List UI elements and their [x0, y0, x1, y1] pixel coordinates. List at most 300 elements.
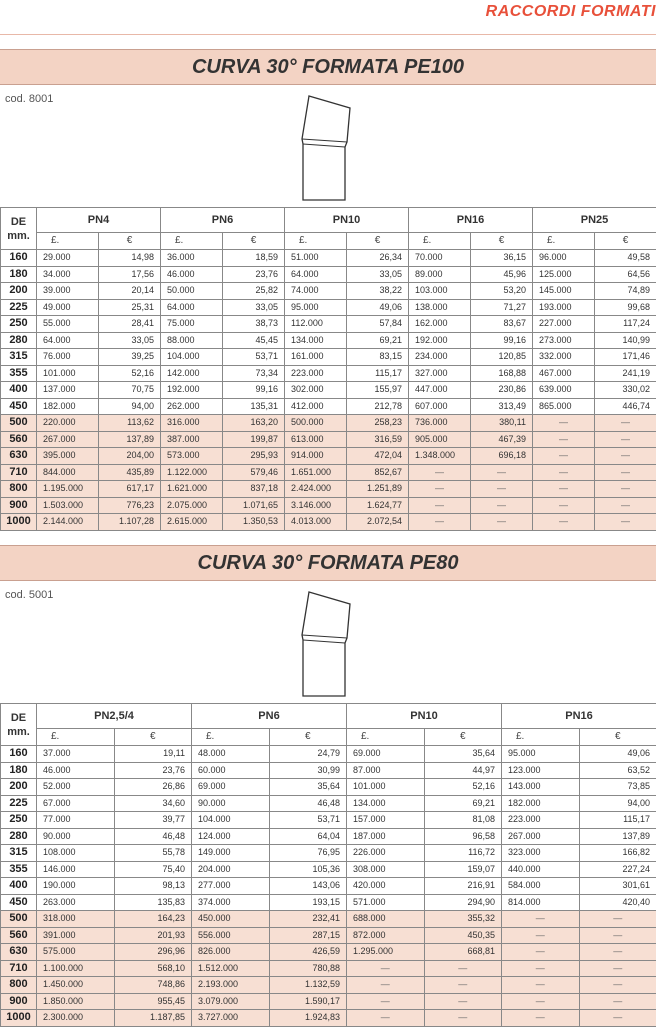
price-lira-cell: 872.000 — [347, 927, 425, 944]
price-lira-cell: 69.000 — [347, 746, 425, 763]
price-lira-cell: 223.000 — [502, 812, 580, 829]
price-euro-cell: 301,61 — [579, 878, 656, 895]
price-euro-cell: 2.072,54 — [347, 514, 409, 531]
table-row — [1, 960, 656, 977]
price-euro-cell: — — [579, 960, 656, 977]
price-euro-cell: 49,06 — [579, 746, 656, 763]
price-lira-cell: 192.000 — [161, 382, 223, 399]
price-euro-cell: 117,24 — [595, 316, 656, 333]
table-title: CURVA 30° FORMATA PE80 — [0, 552, 656, 575]
de-header — [1, 208, 37, 250]
de-value: 800 — [1, 977, 37, 994]
table-row — [1, 464, 656, 481]
price-euro-cell: 579,46 — [223, 464, 285, 481]
price-lira-cell: 77.000 — [37, 812, 115, 829]
table-row — [1, 927, 656, 944]
price-lira-cell: 1.295.000 — [347, 944, 425, 961]
price-lira-cell: — — [347, 977, 425, 994]
price-euro-cell: 26,86 — [114, 779, 192, 796]
price-lira-cell: 844.000 — [37, 464, 99, 481]
price-euro-cell: 1.251,89 — [347, 481, 409, 498]
price-lira-cell: 51.000 — [285, 250, 347, 267]
euro-header: € — [424, 729, 502, 746]
price-lira-cell: 48.000 — [192, 746, 270, 763]
price-euro-cell: 140,99 — [595, 332, 656, 349]
price-lira-cell: 3.079.000 — [192, 993, 270, 1010]
price-lira-cell: — — [502, 944, 580, 961]
de-value: 400 — [1, 382, 37, 399]
de-value: 710 — [1, 464, 37, 481]
price-lira-cell: 2.300.000 — [37, 1010, 115, 1027]
price-euro-cell: — — [579, 911, 656, 928]
price-lira-cell: 137.000 — [37, 382, 99, 399]
price-lira-cell: 187.000 — [347, 828, 425, 845]
price-euro-cell: 46,48 — [269, 795, 347, 812]
price-euro-cell: 39,25 — [99, 349, 161, 366]
price-lira-cell: 1.850.000 — [37, 993, 115, 1010]
de-value: 630 — [1, 944, 37, 961]
price-lira-cell: 1.503.000 — [37, 497, 99, 514]
price-euro-cell: 26,34 — [347, 250, 409, 267]
price-lira-cell: — — [409, 464, 471, 481]
price-euro-cell: 25,31 — [99, 299, 161, 316]
price-euro-cell: 23,76 — [223, 266, 285, 283]
price-lira-cell: 1.450.000 — [37, 977, 115, 994]
price-lira-cell: 95.000 — [502, 746, 580, 763]
price-lira-cell: — — [502, 1010, 580, 1027]
table-row — [1, 762, 656, 779]
mm-label: mm. — [1, 725, 36, 739]
de-value: 200 — [1, 283, 37, 300]
pressure-class-header: PN16 — [409, 208, 533, 233]
pressure-class-header: PN25 — [533, 208, 656, 233]
price-euro-cell: 216,91 — [424, 878, 502, 895]
price-euro-cell: 193,15 — [269, 894, 347, 911]
price-lira-cell: 134.000 — [347, 795, 425, 812]
price-lira-cell: 87.000 — [347, 762, 425, 779]
lira-header: £. — [192, 729, 270, 746]
price-lira-cell: 64.000 — [285, 266, 347, 283]
table-row — [1, 878, 656, 895]
price-euro-cell: 35,64 — [269, 779, 347, 796]
de-value: 160 — [1, 250, 37, 267]
price-euro-cell: — — [595, 464, 656, 481]
price-euro-cell: 1.107,28 — [99, 514, 161, 531]
price-euro-cell: 199,87 — [223, 431, 285, 448]
price-lira-cell: 302.000 — [285, 382, 347, 399]
price-euro-cell: 116,72 — [424, 845, 502, 862]
price-lira-cell: — — [502, 960, 580, 977]
mm-label: mm. — [1, 229, 36, 243]
table-row — [1, 415, 656, 432]
price-lira-cell: — — [502, 927, 580, 944]
de-value: 500 — [1, 911, 37, 928]
price-euro-cell: 316,59 — [347, 431, 409, 448]
price-lira-cell: 308.000 — [347, 861, 425, 878]
price-euro-cell: 355,32 — [424, 911, 502, 928]
price-euro-cell: 70,75 — [99, 382, 161, 399]
de-value: 250 — [1, 316, 37, 333]
price-lira-cell: 157.000 — [347, 812, 425, 829]
price-lira-cell: 37.000 — [37, 746, 115, 763]
euro-header: € — [347, 233, 409, 250]
price-euro-cell: — — [579, 927, 656, 944]
price-lira-cell: 182.000 — [502, 795, 580, 812]
de-value: 1000 — [1, 514, 37, 531]
price-euro-cell: 1.187,85 — [114, 1010, 192, 1027]
lira-header: £. — [347, 729, 425, 746]
table-row — [1, 349, 656, 366]
price-lira-cell: 332.000 — [533, 349, 595, 366]
price-euro-cell: 73,34 — [223, 365, 285, 382]
price-lira-cell: 36.000 — [161, 250, 223, 267]
table-row — [1, 993, 656, 1010]
price-lira-cell: — — [533, 514, 595, 531]
price-lira-cell: 134.000 — [285, 332, 347, 349]
price-lira-cell: 584.000 — [502, 878, 580, 895]
section-title: RACCORDI FORMATI — [486, 3, 656, 21]
price-euro-cell: 201,93 — [114, 927, 192, 944]
de-label: DE — [1, 711, 36, 725]
price-euro-cell: 64,56 — [595, 266, 656, 283]
price-euro-cell: 668,81 — [424, 944, 502, 961]
price-euro-cell: — — [579, 993, 656, 1010]
price-lira-cell: 193.000 — [533, 299, 595, 316]
pressure-class-header: PN10 — [285, 208, 409, 233]
price-euro-cell: 780,88 — [269, 960, 347, 977]
price-euro-cell: — — [595, 497, 656, 514]
pipe-bend-icon — [290, 591, 370, 699]
euro-header: € — [269, 729, 347, 746]
price-euro-cell: 955,45 — [114, 993, 192, 1010]
price-lira-cell: 1.651.000 — [285, 464, 347, 481]
table-row — [1, 894, 656, 911]
price-euro-cell: 294,90 — [424, 894, 502, 911]
de-value: 315 — [1, 845, 37, 862]
price-euro-cell: 33,05 — [347, 266, 409, 283]
price-euro-cell: 99,68 — [595, 299, 656, 316]
price-lira-cell: 74.000 — [285, 283, 347, 300]
table-row — [1, 845, 656, 862]
price-euro-cell: 295,93 — [223, 448, 285, 465]
price-euro-cell: 776,23 — [99, 497, 161, 514]
price-euro-cell: 73,85 — [579, 779, 656, 796]
price-euro-cell: 45,45 — [223, 332, 285, 349]
table-row — [1, 828, 656, 845]
price-lira-cell: 826.000 — [192, 944, 270, 961]
price-euro-cell: 1.132,59 — [269, 977, 347, 994]
price-euro-cell: 135,83 — [114, 894, 192, 911]
price-euro-cell: 1.624,77 — [347, 497, 409, 514]
price-lira-cell: 2.075.000 — [161, 497, 223, 514]
price-euro-cell: 1.071,65 — [223, 497, 285, 514]
table-row — [1, 795, 656, 812]
price-lira-cell: — — [409, 481, 471, 498]
price-euro-cell: 94,00 — [579, 795, 656, 812]
price-lira-cell: 161.000 — [285, 349, 347, 366]
price-lira-cell: 440.000 — [502, 861, 580, 878]
table-row — [1, 398, 656, 415]
price-lira-cell: 2.615.000 — [161, 514, 223, 531]
table-row — [1, 812, 656, 829]
price-lira-cell: 124.000 — [192, 828, 270, 845]
price-lira-cell: 50.000 — [161, 283, 223, 300]
price-lira-cell: 104.000 — [161, 349, 223, 366]
price-lira-cell: 103.000 — [409, 283, 471, 300]
pressure-class-header: PN10 — [347, 704, 502, 729]
price-lira-cell: 162.000 — [409, 316, 471, 333]
price-lira-cell: 138.000 — [409, 299, 471, 316]
lira-header: £. — [409, 233, 471, 250]
price-euro-cell: 1.350,53 — [223, 514, 285, 531]
price-euro-cell: 159,07 — [424, 861, 502, 878]
de-value: 900 — [1, 497, 37, 514]
price-lira-cell: 192.000 — [409, 332, 471, 349]
price-euro-cell: 258,23 — [347, 415, 409, 432]
price-euro-cell: 20,14 — [99, 283, 161, 300]
price-euro-cell: 34,60 — [114, 795, 192, 812]
price-euro-cell: 446,74 — [595, 398, 656, 415]
price-lira-cell: — — [347, 1010, 425, 1027]
price-lira-cell: 90.000 — [37, 828, 115, 845]
price-lira-cell: 814.000 — [502, 894, 580, 911]
price-lira-cell: 2.144.000 — [37, 514, 99, 531]
price-lira-cell: 1.512.000 — [192, 960, 270, 977]
price-lira-cell: 905.000 — [409, 431, 471, 448]
table-row — [1, 365, 656, 382]
price-lira-cell: 467.000 — [533, 365, 595, 382]
table-title-bar — [0, 545, 656, 581]
price-euro-cell: — — [424, 960, 502, 977]
euro-header: € — [99, 233, 161, 250]
price-euro-cell: 38,22 — [347, 283, 409, 300]
de-value: 560 — [1, 431, 37, 448]
price-euro-cell: 163,20 — [223, 415, 285, 432]
price-euro-cell: 99,16 — [471, 332, 533, 349]
price-euro-cell: 69,21 — [424, 795, 502, 812]
price-lira-cell: 277.000 — [192, 878, 270, 895]
price-lira-cell: 412.000 — [285, 398, 347, 415]
table-row — [1, 332, 656, 349]
price-euro-cell: 52,16 — [99, 365, 161, 382]
price-lira-cell: 1.122.000 — [161, 464, 223, 481]
price-euro-cell: 33,05 — [223, 299, 285, 316]
table-row — [1, 266, 656, 283]
price-euro-cell: 63,52 — [579, 762, 656, 779]
price-lira-cell: 865.000 — [533, 398, 595, 415]
price-lira-cell: 146.000 — [37, 861, 115, 878]
price-lira-cell: 318.000 — [37, 911, 115, 928]
price-lira-cell: 420.000 — [347, 878, 425, 895]
price-lira-cell: 571.000 — [347, 894, 425, 911]
price-euro-cell: 155,97 — [347, 382, 409, 399]
price-lira-cell: — — [347, 993, 425, 1010]
price-euro-cell: — — [579, 944, 656, 961]
price-lira-cell: 391.000 — [37, 927, 115, 944]
price-lira-cell: 143.000 — [502, 779, 580, 796]
price-euro-cell: 64,04 — [269, 828, 347, 845]
price-euro-cell: 115,17 — [347, 365, 409, 382]
price-euro-cell: 99,16 — [223, 382, 285, 399]
de-value: 800 — [1, 481, 37, 498]
price-euro-cell: 30,99 — [269, 762, 347, 779]
price-euro-cell: 14,98 — [99, 250, 161, 267]
price-lira-cell: 327.000 — [409, 365, 471, 382]
price-lira-cell: — — [502, 993, 580, 1010]
price-lira-cell: 67.000 — [37, 795, 115, 812]
price-lira-cell: — — [502, 977, 580, 994]
price-euro-cell: 33,05 — [99, 332, 161, 349]
price-euro-cell: 212,78 — [347, 398, 409, 415]
de-value: 560 — [1, 927, 37, 944]
price-lira-cell: 273.000 — [533, 332, 595, 349]
price-lira-cell: 607.000 — [409, 398, 471, 415]
price-lira-cell: 204.000 — [192, 861, 270, 878]
price-lira-cell: 96.000 — [533, 250, 595, 267]
price-lira-cell: 39.000 — [37, 283, 99, 300]
price-euro-cell: 53,71 — [269, 812, 347, 829]
price-euro-cell: 230,86 — [471, 382, 533, 399]
price-lira-cell: — — [502, 911, 580, 928]
price-euro-cell: — — [471, 497, 533, 514]
price-euro-cell: — — [471, 464, 533, 481]
de-value: 180 — [1, 266, 37, 283]
de-value: 900 — [1, 993, 37, 1010]
price-euro-cell: 1.924,83 — [269, 1010, 347, 1027]
price-euro-cell: 69,21 — [347, 332, 409, 349]
page-header — [0, 0, 656, 35]
price-lira-cell: 2.193.000 — [192, 977, 270, 994]
euro-header: € — [114, 729, 192, 746]
price-lira-cell: 2.424.000 — [285, 481, 347, 498]
price-euro-cell: 137,89 — [579, 828, 656, 845]
de-value: 355 — [1, 365, 37, 382]
price-lira-cell: — — [533, 464, 595, 481]
price-euro-cell: 426,59 — [269, 944, 347, 961]
price-euro-cell: — — [595, 514, 656, 531]
price-lira-cell: 3.146.000 — [285, 497, 347, 514]
de-label: DE — [1, 215, 36, 229]
price-lira-cell: 447.000 — [409, 382, 471, 399]
pressure-class-header: PN2,5/4 — [37, 704, 192, 729]
price-euro-cell: 164,23 — [114, 911, 192, 928]
price-lira-cell: 89.000 — [409, 266, 471, 283]
price-lira-cell: 34.000 — [37, 266, 99, 283]
price-euro-cell: 52,16 — [424, 779, 502, 796]
price-lira-cell: 104.000 — [192, 812, 270, 829]
euro-header: € — [579, 729, 656, 746]
price-lira-cell: 69.000 — [192, 779, 270, 796]
price-lira-cell: 500.000 — [285, 415, 347, 432]
table-row — [1, 299, 656, 316]
price-euro-cell: 45,96 — [471, 266, 533, 283]
euro-header: € — [471, 233, 533, 250]
price-lira-cell: 323.000 — [502, 845, 580, 862]
price-lira-cell: 573.000 — [161, 448, 223, 465]
price-euro-cell: 23,76 — [114, 762, 192, 779]
price-euro-cell: 617,17 — [99, 481, 161, 498]
price-euro-cell: — — [595, 431, 656, 448]
price-table-pe80 — [0, 703, 656, 1027]
de-value: 280 — [1, 332, 37, 349]
price-euro-cell: 24,79 — [269, 746, 347, 763]
pipe-bend-icon — [290, 95, 370, 203]
price-euro-cell: 143,06 — [269, 878, 347, 895]
price-lira-cell: 1.621.000 — [161, 481, 223, 498]
price-lira-cell: 556.000 — [192, 927, 270, 944]
price-euro-cell: 96,58 — [424, 828, 502, 845]
price-lira-cell: 46.000 — [161, 266, 223, 283]
price-euro-cell: 19,11 — [114, 746, 192, 763]
price-lira-cell: 88.000 — [161, 332, 223, 349]
price-euro-cell: 113,62 — [99, 415, 161, 432]
pressure-class-header: PN6 — [161, 208, 285, 233]
table-row — [1, 497, 656, 514]
price-euro-cell: 420,40 — [579, 894, 656, 911]
price-lira-cell: 70.000 — [409, 250, 471, 267]
price-euro-cell: 204,00 — [99, 448, 161, 465]
price-euro-cell: 227,24 — [579, 861, 656, 878]
price-euro-cell: 171,46 — [595, 349, 656, 366]
price-lira-cell: 914.000 — [285, 448, 347, 465]
price-lira-cell: 64.000 — [37, 332, 99, 349]
price-lira-cell: 1.195.000 — [37, 481, 99, 498]
price-euro-cell: 35,64 — [424, 746, 502, 763]
de-value: 160 — [1, 746, 37, 763]
price-lira-cell: 29.000 — [37, 250, 99, 267]
price-lira-cell: 226.000 — [347, 845, 425, 862]
price-euro-cell: 57,84 — [347, 316, 409, 333]
de-value: 450 — [1, 398, 37, 415]
price-euro-cell: 53,20 — [471, 283, 533, 300]
price-lira-cell: — — [409, 497, 471, 514]
price-lira-cell: 149.000 — [192, 845, 270, 862]
table-row — [1, 431, 656, 448]
price-lira-cell: 613.000 — [285, 431, 347, 448]
price-euro-cell: 137,89 — [99, 431, 161, 448]
price-lira-cell: 223.000 — [285, 365, 347, 382]
price-euro-cell: 44,97 — [424, 762, 502, 779]
euro-header: € — [223, 233, 285, 250]
price-lira-cell: 145.000 — [533, 283, 595, 300]
price-euro-cell: 568,10 — [114, 960, 192, 977]
euro-header: € — [595, 233, 656, 250]
price-euro-cell: 287,15 — [269, 927, 347, 944]
price-euro-cell: 852,67 — [347, 464, 409, 481]
price-lira-cell: 688.000 — [347, 911, 425, 928]
table-row — [1, 1010, 656, 1027]
price-euro-cell: 17,56 — [99, 266, 161, 283]
price-lira-cell: 639.000 — [533, 382, 595, 399]
lira-header: £. — [533, 233, 595, 250]
price-lira-cell: 95.000 — [285, 299, 347, 316]
de-value: 630 — [1, 448, 37, 465]
price-lira-cell: 52.000 — [37, 779, 115, 796]
price-euro-cell: 166,82 — [579, 845, 656, 862]
price-lira-cell: 90.000 — [192, 795, 270, 812]
price-euro-cell: — — [595, 481, 656, 498]
de-value: 200 — [1, 779, 37, 796]
price-euro-cell: 39,77 — [114, 812, 192, 829]
price-euro-cell: 25,82 — [223, 283, 285, 300]
de-value: 400 — [1, 878, 37, 895]
price-lira-cell: 575.000 — [37, 944, 115, 961]
price-lira-cell: 75.000 — [161, 316, 223, 333]
price-lira-cell: 46.000 — [37, 762, 115, 779]
table-row — [1, 746, 656, 763]
price-euro-cell: 296,96 — [114, 944, 192, 961]
price-lira-cell: 374.000 — [192, 894, 270, 911]
